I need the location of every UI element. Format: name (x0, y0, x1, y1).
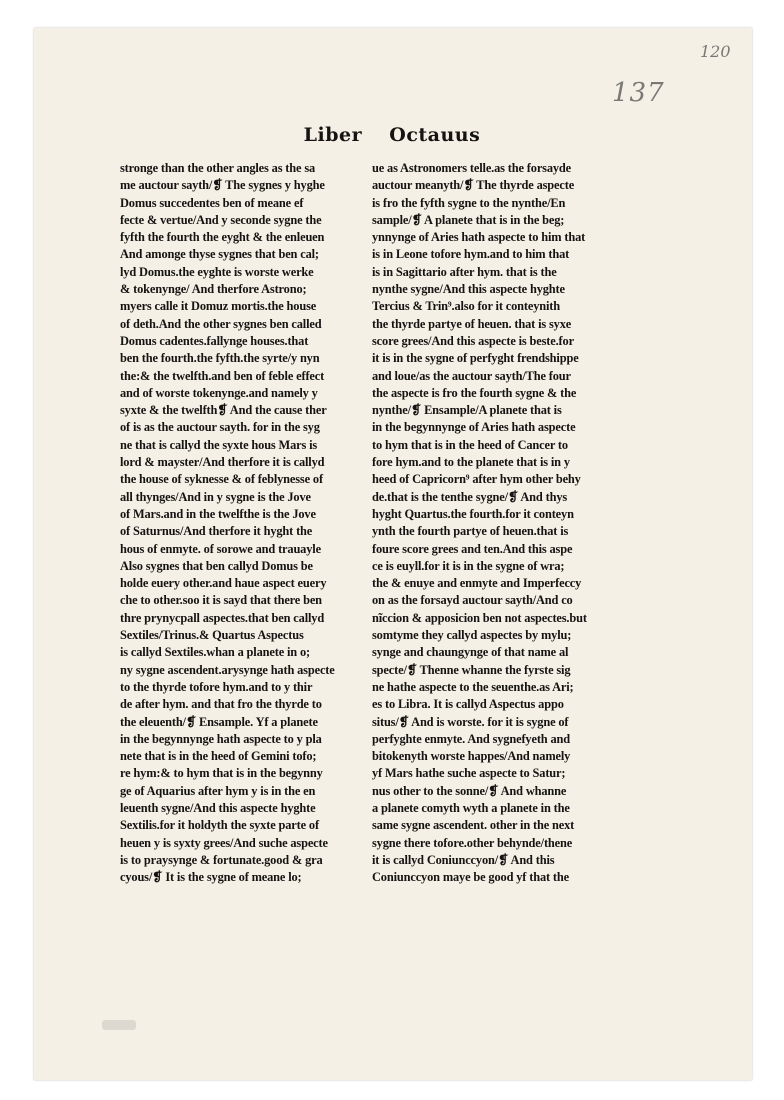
text-line: thre prynycpall aspectes.that ben callyd (120, 610, 325, 625)
text-line: ne that is callyd the syxte hous Mars is (120, 437, 318, 452)
text-line: the thyrde partye of heuen. that is syxe (372, 316, 572, 331)
text-line: it is callyd Coniunccyon/❡ And this (372, 852, 555, 867)
text-line: Also sygnes that ben callyd Domus be (120, 558, 313, 573)
text-column-right (372, 160, 620, 886)
text-line: nĩccion & apposicion ben not aspectes.but (372, 610, 587, 625)
text-line: ue as Astronomers telle.as the forsayde (372, 161, 572, 175)
text-line: is callyd Sextiles.whan a planete in o; (120, 645, 311, 660)
text-line: myers calle it Domuz mortis.the house (120, 299, 317, 314)
text-line: cyous/❡ It is the sygne of meane lo; (120, 870, 302, 885)
text-line: syxte & the twelfth❡ And the cause ther (120, 403, 327, 418)
text-line: Domus cadentes.fallynge houses.that (120, 333, 309, 348)
text-line: score grees/And this aspecte is beste.for (372, 333, 574, 348)
text-line: Tercius & Trin⁹.also for it conteynith (372, 299, 561, 314)
text-line: specte/❡ Thenne whanne the fyrste sig (372, 662, 571, 677)
text-line: the:& the twelfth.and ben of feble effect (120, 368, 325, 383)
text-line: ben the fourth.the fyfth.the syrte/y nyn (120, 351, 320, 366)
text-line: the aspecte is fro the fourth sygne & the (372, 385, 577, 400)
text-line: nynthe/❡ Ensample/A planete that is (372, 403, 562, 418)
pencil-folio-number-new: 120 (700, 42, 731, 61)
text-line: to hym that is in the heed of Cancer to (372, 437, 568, 452)
text-line: is fro the fyfth sygne to the nynthe/En (372, 195, 566, 210)
header-left-word: Liber (303, 124, 363, 146)
text-line: sample/❡ A planete that is in the beg; (372, 212, 565, 227)
text-line: stronge than the other angles as the sa (120, 161, 316, 175)
text-line: nynthe sygne/And this aspecte hyghte (372, 282, 565, 297)
text-column-left (120, 160, 368, 886)
text-line: of Mars.and in the twelfthe is the Jove (120, 506, 316, 521)
text-line: perfyghte enmyte. And sygnefyeth and (372, 731, 571, 746)
text-line: the eleuenth/❡ Ensample. Yf a planete (120, 714, 318, 729)
text-line: of is as the auctour sayth. for in the syg (120, 420, 320, 435)
text-line: is in Sagittario after hym. that is the (372, 264, 557, 279)
text-line: hyght Quartus.the fourth.for it conteyn (372, 506, 574, 521)
text-line: the & enuye and enmyte and Imperfeccy (372, 576, 582, 591)
text-line: synge and chaungynge of that name al (372, 645, 569, 660)
text-line: fyfth the fourth the eyght & the enleuen (120, 230, 325, 245)
header-right-word: Octauus (389, 124, 481, 146)
text-line: And amonge thyse sygnes that ben cal; (120, 247, 319, 262)
text-line: lord & mayster/And therfore it is callyd (120, 455, 325, 470)
text-line: of deth.And the other sygnes ben called (120, 316, 322, 331)
text-line: heed of Capricorn⁹ after hym other behy (372, 472, 581, 487)
text-line: is to praysynge & fortunate.good & gra (120, 852, 323, 867)
text-line: nete that is in the heed of Gemini tofo; (120, 749, 317, 764)
text-line: Coniunccyon maye be good yf that the (372, 870, 569, 885)
text-line: leuenth sygne/And this aspecte hyghte (120, 800, 316, 815)
text-line: all thynges/And in y sygne is the Jove (120, 489, 311, 504)
text-line: re hym:& to hym that is in the begynny (120, 766, 323, 781)
pencil-folio-number-old: 137 (612, 78, 665, 108)
text-line: ne hathe aspecte to the seuenthe.as Ari; (372, 679, 574, 694)
text-line: in the begynnynge hath aspecte to y pla (120, 731, 322, 746)
text-line: ynth the fourth partye of heuen.that is (372, 524, 569, 539)
text-line: & tokenynge/ And therfore Astrono; (120, 282, 307, 297)
text-line: of Saturnus/And therfore it hyght the (120, 524, 313, 539)
text-line: ny sygne ascendent.arysynge hath aspecte (120, 662, 335, 677)
text-line: Sextiles/Trinus.& Quartus Aspectus (120, 628, 304, 643)
text-line: nus other to the sonne/❡ And whanne (372, 783, 567, 798)
text-line: ge of Aquarius after hym y is in the en (120, 783, 316, 798)
text-line: and of worste tokenynge.and namely y (120, 385, 318, 400)
text-line: Sextilis.for it holdyth the syxte parte of (120, 818, 319, 833)
text-line: on as the forsayd auctour sayth/And co (372, 593, 573, 608)
text-line: de.that is the tenthe sygne/❡ And thys (372, 489, 568, 504)
text-line: Domus succedentes ben of meane ef (120, 195, 304, 210)
text-line: yf Mars hathe suche aspecte to Satur; (372, 766, 566, 781)
text-line: sygne there tofore.other behynde/thene (372, 835, 573, 850)
text-line: in the begynnynge of Aries hath aspecte (372, 420, 576, 435)
text-line: situs/❡ And is worste. for it is sygne of (372, 714, 569, 729)
text-line: che to other.soo it is sayd that there ben (120, 593, 322, 608)
text-line: heuen y is syxty grees/And suche aspecte (120, 835, 328, 850)
text-line: fecte & vertue/And y seconde sygne the (120, 212, 322, 227)
text-line: es to Libra. It is callyd Aspectus appo (372, 697, 564, 712)
faint-stamp-mark (102, 1020, 136, 1030)
text-line: lyd Domus.the eyghte is worste werke (120, 264, 314, 279)
text-line: is in Leone tofore hym.and to him that (372, 247, 570, 262)
text-line: and loue/as the auctour sayth/The four (372, 368, 571, 383)
running-header (0, 124, 784, 146)
text-line: ynnynge of Aries hath aspecte to him that (372, 230, 586, 245)
text-line: it is in the sygne of perfyght frendshippe (372, 351, 579, 366)
text-line: foure score grees and ten.And this aspe (372, 541, 573, 556)
text-line: somtyme they callyd aspectes by mylu; (372, 628, 572, 643)
text-line: fore hym.and to the planete that is in y (372, 455, 570, 470)
text-line: auctour meanyth/❡ The thyrde aspecte (372, 178, 575, 193)
text-line: to the thyrde tofore hym.and to y thir (120, 679, 313, 694)
text-line: me auctour sayth/❡ The sygnes y hyghe (120, 178, 325, 193)
text-line: the house of syknesse & of feblynesse of (120, 472, 323, 487)
text-line: same sygne ascendent. other in the next (372, 818, 575, 833)
text-line: a planete comyth wyth a planete in the (372, 800, 570, 815)
text-line: ce is euyll.for it is in the sygne of wra; (372, 558, 565, 573)
text-line: hous of enmyte. of sorowe and trauayle (120, 541, 321, 556)
text-line: holde euery other.and haue aspect euery (120, 576, 327, 591)
text-line: bitokenyth worste happes/And namely (372, 749, 571, 764)
text-line: de after hym. and that fro the thyrde to (120, 697, 322, 712)
